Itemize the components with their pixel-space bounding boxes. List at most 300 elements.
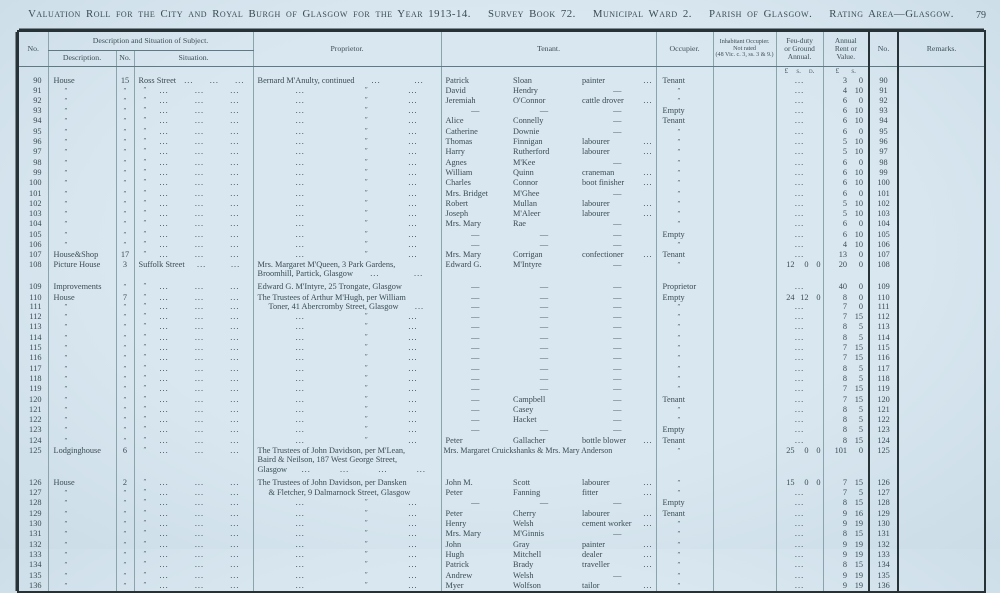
cell-feu-duty: ...: [776, 498, 823, 508]
cell-feu-duty: ...: [776, 250, 823, 259]
cell-tenant-occupation: —: [613, 292, 622, 302]
cell-no2: 99: [869, 168, 898, 178]
cell-remarks: [898, 478, 984, 488]
cell-inhabitant-occupier: [713, 395, 776, 405]
cell-inhabitant-occupier: [713, 67, 776, 77]
cell-no: 108: [29, 259, 42, 269]
cell-proprietor: ... ″ ...: [253, 353, 441, 363]
cell-tenant-forename: Peter: [441, 488, 509, 498]
cell-tenant-surname: Scott: [513, 477, 531, 487]
col-header-annual-rent: Annual Rent or Value.: [823, 32, 869, 67]
cell-occupier: ″: [656, 529, 713, 539]
cell-tenant-surname: Gray: [513, 539, 530, 549]
cell-annual-rent: 5 10: [823, 199, 869, 209]
cell-tenant-surname: Gallacher: [513, 435, 546, 445]
table-row: [19, 364, 984, 374]
cell-tenant-occupation: fitter ...: [582, 488, 653, 498]
cell-street-no: 7: [116, 293, 134, 302]
cell-tenant-surname: Cherry: [513, 508, 537, 518]
cell-situation: ″ ... ... ...: [134, 312, 253, 322]
cell-street-no: ″: [116, 395, 134, 405]
cell-occupier: ″: [656, 540, 713, 550]
table-row: [19, 488, 984, 498]
cell-situation: ″ ... ... ...: [134, 550, 253, 560]
cell-annual-rent: 9 19: [823, 519, 869, 529]
cell-proprietor: ... ″ ...: [253, 364, 441, 374]
col-header-proprietor: Proprietor.: [253, 32, 441, 67]
cell-tenant-forename: Patrick: [441, 560, 509, 570]
cell-tenant-surname: Mullan: [513, 198, 537, 208]
cell-no2: 129: [869, 509, 898, 519]
cell-occupier: ″: [656, 364, 713, 374]
table-row: [19, 178, 984, 188]
cell-inhabitant-occupier: [713, 425, 776, 435]
cell-annual-rent: 6 10: [823, 230, 869, 240]
cell-tenant-forename: —: [441, 302, 509, 312]
cell-no: 130: [29, 519, 42, 529]
valuation-table-frame: [17, 30, 986, 593]
cell-tenant-surname: Rutherford: [513, 147, 550, 157]
cell-remarks: [898, 571, 984, 581]
cell-tenant-surname: —: [539, 332, 549, 342]
cell-tenant-surname: Corrigan: [513, 250, 543, 260]
cell-street-no: ″: [116, 374, 134, 384]
cell-feu-duty: ...: [776, 581, 823, 591]
cell-annual-rent: £ s.: [823, 67, 869, 77]
cell-no2: 113: [869, 322, 898, 332]
cell-feu-duty: ...: [776, 384, 823, 394]
cell-proprietor: ... ″ ...: [253, 571, 441, 581]
cell-feu-duty: ...: [776, 560, 823, 570]
cell-no2: 105: [869, 230, 898, 240]
cell-tenant-surname: Wolfson: [513, 580, 541, 590]
cell-description: ″: [48, 189, 116, 199]
cell-inhabitant-occupier: [713, 353, 776, 363]
cell-inhabitant-occupier: [713, 168, 776, 178]
cell-annual-rent: 7 15: [823, 384, 869, 394]
cell-no2: 102: [869, 199, 898, 209]
cell-no: 106: [29, 240, 42, 250]
col-header-no: No.: [19, 32, 48, 67]
cell-remarks: [898, 199, 984, 209]
table-row: [19, 446, 984, 474]
cell-tenant-forename: Harry: [441, 147, 509, 157]
cell-tenant-forename: Thomas: [441, 137, 509, 147]
cell-tenant-occupation: —: [613, 425, 622, 435]
cell-annual-rent: 4 10: [823, 86, 869, 96]
cell-tenant-forename: [441, 67, 509, 77]
cell-tenant-forename: Hugh: [441, 550, 509, 560]
table-row: [19, 384, 984, 394]
cell-feu-duty: 12 0 0: [776, 260, 823, 279]
cell-no2: 107: [869, 250, 898, 259]
table-row: [19, 293, 984, 302]
cell-situation: ″ ... ... ...: [134, 415, 253, 425]
cell-situation: ″ ... ... ...: [134, 364, 253, 374]
title-segment: Survey Book 72.: [487, 8, 576, 20]
cell-annual-rent: 9 19: [823, 540, 869, 550]
cell-inhabitant-occupier: [713, 540, 776, 550]
cell-tenant-occupation: —: [613, 332, 622, 342]
cell-feu-duty: ...: [776, 405, 823, 415]
cell-occupier: Empty: [656, 293, 713, 302]
cell-no2: 95: [869, 127, 898, 137]
col-header-description-group: Description and Situation of Subject.: [48, 32, 253, 51]
cell-tenant-occupation: labourer ...: [582, 209, 653, 219]
cell-no: 91: [33, 85, 42, 95]
cell-feu-duty: ...: [776, 189, 823, 199]
cell-inhabitant-occupier: [713, 405, 776, 415]
cell-feu-duty: ...: [776, 147, 823, 157]
cell-no: 93: [33, 106, 42, 116]
cell-tenant-occupation: —: [613, 343, 622, 353]
cell-no2: 104: [869, 219, 898, 229]
cell-situation: ″ ... ... ...: [134, 96, 253, 106]
cell-tenant-occupation: [579, 67, 656, 77]
cell-annual-rent: 6 10: [823, 116, 869, 126]
cell-remarks: [898, 519, 984, 529]
cell-situation: ″ ... ... ...: [134, 116, 253, 126]
cell-situation: ″ ... ... ...: [134, 282, 253, 292]
cell-remarks: [898, 137, 984, 147]
cell-feu-duty: ...: [776, 415, 823, 425]
cell-street-no: ″: [116, 415, 134, 425]
cell-situation: ″ ... ... ...: [134, 478, 253, 488]
cell-no2: 118: [869, 374, 898, 384]
cell-street-no: ″: [116, 189, 134, 199]
cell-situation: ″ ... ... ...: [134, 209, 253, 219]
cell-description: ″: [48, 519, 116, 529]
cell-remarks: [898, 293, 984, 302]
cell-situation: ″ ... ... ...: [134, 540, 253, 550]
cell-feu-duty: ...: [776, 364, 823, 374]
cell-street-no: ″: [116, 322, 134, 332]
cell-tenant-occupation: labourer ...: [582, 137, 653, 147]
table-row: [19, 158, 984, 168]
cell-remarks: [898, 312, 984, 322]
cell-tenant-surname: —: [539, 498, 549, 508]
cell-proprietor: ... ″ ...: [253, 127, 441, 137]
cell-description: ″: [48, 540, 116, 550]
cell-inhabitant-occupier: [713, 519, 776, 529]
cell-occupier: [656, 67, 713, 77]
cell-situation: ″ ... ... ...: [134, 199, 253, 209]
cell-proprietor: ... ″ ...: [253, 415, 441, 425]
cell-occupier: ″: [656, 312, 713, 322]
cell-proprietor: ... ″ ...: [253, 116, 441, 126]
cell-street-no: ″: [116, 529, 134, 539]
cell-situation: ″ ... ... ...: [134, 86, 253, 96]
cell-description: ″: [48, 230, 116, 240]
cell-inhabitant-occupier: [713, 282, 776, 292]
cell-feu-duty: £ s. d.: [776, 67, 823, 77]
cell-tenant-occupation: —: [613, 394, 622, 404]
cell-description: ″: [48, 86, 116, 96]
cell-tenant-surname: [509, 67, 579, 77]
cell-proprietor: Toner, 41 Abercromby Street, Glasgow ...: [253, 302, 441, 312]
cell-tenant-surname: Brady: [513, 560, 534, 570]
cell-situation: ″ ... ... ...: [134, 581, 253, 591]
table-row: [19, 540, 984, 550]
cell-no: 109: [29, 282, 42, 292]
cell-tenant-surname: —: [539, 312, 549, 322]
cell-annual-rent: 13 0: [823, 250, 869, 259]
cell-annual-rent: 8 5: [823, 415, 869, 425]
cell-inhabitant-occupier: [713, 446, 776, 474]
cell-tenant-forename: David: [441, 86, 509, 96]
cell-no: 121: [29, 404, 42, 414]
cell-tenant-occupation: cement worker ...: [582, 519, 653, 529]
cell-proprietor: The Trustees of John Davidson, per Dansken: [253, 478, 441, 488]
cell-annual-rent: 7 15: [823, 478, 869, 488]
table-row: [19, 550, 984, 560]
cell-tenant-surname: Welsh: [513, 570, 534, 580]
cell-tenant-occupation: dealer ...: [582, 549, 653, 559]
cell-street-no: ″: [116, 230, 134, 240]
cell-description: ″: [48, 137, 116, 147]
cell-occupier: ″: [656, 519, 713, 529]
cell-no: 126: [29, 477, 42, 487]
cell-annual-rent: 5 10: [823, 137, 869, 147]
cell-tenant-occupation: —: [613, 157, 622, 167]
cell-annual-rent: 3 0: [823, 76, 869, 85]
cell-remarks: [898, 509, 984, 519]
cell-proprietor: ... ″ ...: [253, 158, 441, 168]
cell-tenant-forename: —: [441, 106, 509, 116]
cell-remarks: [898, 106, 984, 116]
cell-tenant-occupation: —: [613, 404, 622, 414]
cell-feu-duty: ...: [776, 158, 823, 168]
cell-street-no: ″: [116, 509, 134, 519]
cell-no: 135: [29, 570, 42, 580]
cell-tenant-occupation: —: [613, 219, 622, 229]
table-row: [19, 96, 984, 106]
cell-tenant-forename: —: [441, 364, 509, 374]
cell-tenant-occupation: —: [613, 240, 622, 250]
cell-no: 95: [33, 126, 42, 136]
cell-remarks: [898, 250, 984, 259]
cell-no: 114: [29, 332, 42, 342]
cell-no2: 114: [869, 333, 898, 343]
cell-remarks: [898, 260, 984, 279]
cell-annual-rent: 8 5: [823, 425, 869, 435]
cell-street-no: 17: [116, 250, 134, 259]
table-row: [19, 106, 984, 116]
cell-no: 124: [29, 435, 42, 445]
cell-tenant-forename: —: [441, 333, 509, 343]
cell-feu-duty: ...: [776, 86, 823, 96]
cell-occupier: ″: [656, 178, 713, 188]
cell-proprietor: [253, 67, 441, 77]
cell-no2: 136: [869, 581, 898, 591]
cell-no: 118: [29, 373, 42, 383]
cell-tenant-surname: —: [539, 343, 549, 353]
cell-description: Lodginghouse: [48, 446, 116, 474]
cell-tenant-surname: —: [539, 384, 549, 394]
table-row: [19, 333, 984, 343]
cell-description: ″: [48, 581, 116, 591]
cell-remarks: [898, 488, 984, 498]
cell-occupier: ″: [656, 127, 713, 137]
cell-no2: 133: [869, 550, 898, 560]
cell-inhabitant-occupier: [713, 581, 776, 591]
cell-no2: 135: [869, 571, 898, 581]
cell-tenant-forename: Patrick: [441, 76, 509, 85]
cell-proprietor: ... ″ ...: [253, 529, 441, 539]
cell-tenant-occupation: confectioner ...: [582, 250, 653, 260]
cell-description: ″: [48, 158, 116, 168]
cell-remarks: [898, 395, 984, 405]
cell-situation: ″ ... ... ...: [134, 137, 253, 147]
cell-no2: 98: [869, 158, 898, 168]
cell-description: ″: [48, 96, 116, 106]
cell-tenant-forename: Myer: [441, 581, 509, 591]
units-row: [19, 67, 984, 77]
cell-occupier: ″: [656, 550, 713, 560]
cell-occupier: Empty: [656, 498, 713, 508]
cell-proprietor: The Trustees of Arthur M'Hugh, per William: [253, 293, 441, 302]
cell-tenant-forename: —: [441, 384, 509, 394]
cell-tenant-surname: Hacket: [513, 415, 537, 425]
cell-description: ″: [48, 529, 116, 539]
cell-no: 125: [29, 445, 42, 455]
cell-tenant-surname: Rae: [513, 219, 526, 229]
cell-situation: ″ ... ... ...: [134, 147, 253, 157]
cell-situation: ″ ... ... ...: [134, 560, 253, 570]
cell-feu-duty: ...: [776, 550, 823, 560]
cell-annual-rent: 8 5: [823, 364, 869, 374]
cell-description: ″: [48, 498, 116, 508]
cell-no: 116: [29, 353, 42, 363]
cell-tenant-occupation: boot finisher ...: [582, 178, 653, 188]
cell-description: ″: [48, 550, 116, 560]
cell-no2: 112: [869, 312, 898, 322]
cell-tenant-occupation: —: [613, 229, 622, 239]
cell-street-no: ″: [116, 560, 134, 570]
cell-remarks: [898, 560, 984, 570]
cell-street-no: ″: [116, 209, 134, 219]
cell-inhabitant-occupier: [713, 86, 776, 96]
cell-description: ″: [48, 488, 116, 498]
cell-proprietor: ... ″ ...: [253, 189, 441, 199]
cell-no: 122: [29, 415, 42, 425]
table-row: [19, 168, 984, 178]
cell-remarks: [898, 96, 984, 106]
cell-description: ″: [48, 560, 116, 570]
cell-feu-duty: ...: [776, 425, 823, 435]
cell-tenant-forename: —: [441, 374, 509, 384]
cell-annual-rent: 8 5: [823, 405, 869, 415]
cell-proprietor: The Trustees of John Davidson, per M'Lean, Baird & Neilson, 187 West George Street, Glasgow ... ... ... ...: [253, 446, 441, 474]
cell-description: ″: [48, 364, 116, 374]
cell-no: 123: [29, 425, 42, 435]
cell-tenant-forename: Robert: [441, 199, 509, 209]
cell-tenant-forename: —: [441, 312, 509, 322]
cell-remarks: [898, 230, 984, 240]
cell-no2: 90: [869, 76, 898, 85]
cell-inhabitant-occupier: [713, 529, 776, 539]
cell-remarks: [898, 374, 984, 384]
cell-proprietor: ... ″ ...: [253, 384, 441, 394]
cell-street-no: [116, 67, 134, 77]
cell-remarks: [898, 425, 984, 435]
cell-situation: ″ ... ... ...: [134, 509, 253, 519]
cell-proprietor: ... ″ ...: [253, 333, 441, 343]
cell-no2: 111: [869, 302, 898, 312]
cell-street-no: ″: [116, 106, 134, 116]
cell-feu-duty: ...: [776, 168, 823, 178]
cell-situation: ″ ... ... ...: [134, 230, 253, 240]
cell-occupier: Tenant: [656, 436, 713, 446]
cell-occupier: Proprietor: [656, 282, 713, 292]
cell-feu-duty: ...: [776, 127, 823, 137]
cell-situation: ″ ... ... ...: [134, 168, 253, 178]
cell-occupier: ″: [656, 158, 713, 168]
cell-occupier: ″: [656, 240, 713, 250]
cell-situation: ″ ... ... ...: [134, 219, 253, 229]
cell-annual-rent: 8 5: [823, 374, 869, 384]
cell-situation: ″ ... ... ...: [134, 178, 253, 188]
cell-proprietor: ... ″ ...: [253, 209, 441, 219]
cell-situation: ″ ... ... ...: [134, 425, 253, 435]
cell-situation: ″ ... ... ...: [134, 322, 253, 332]
page-title: [28, 8, 954, 20]
cell-tenant-forename: Andrew: [441, 571, 509, 581]
cell-tenant-forename: William: [441, 168, 509, 178]
cell-tenant-forename: —: [441, 282, 509, 292]
cell-street-no: ″: [116, 282, 134, 292]
cell-tenant-occupation: —: [613, 116, 622, 126]
cell-inhabitant-occupier: [713, 260, 776, 279]
cell-feu-duty: ...: [776, 209, 823, 219]
cell-no: 132: [29, 539, 42, 549]
cell-occupier: ″: [656, 374, 713, 384]
cell-feu-duty: ...: [776, 230, 823, 240]
cell-proprietor: ... ″ ...: [253, 519, 441, 529]
cell-inhabitant-occupier: [713, 312, 776, 322]
cell-inhabitant-occupier: [713, 343, 776, 353]
cell-tenant-surname: —: [539, 322, 549, 332]
col-header-dno: No.: [116, 51, 134, 67]
cell-remarks: [898, 189, 984, 199]
cell-tenant-surname: Campbell: [513, 394, 546, 404]
cell-remarks: [898, 168, 984, 178]
table-row: [19, 116, 984, 126]
cell-no2: 92: [869, 96, 898, 106]
cell-tenant-surname: M'Ghee: [513, 188, 540, 198]
cell-annual-rent: 101 0: [823, 446, 869, 474]
cell-no2: 103: [869, 209, 898, 219]
cell-annual-rent: 8 5: [823, 322, 869, 332]
cell-tenant-surname: Sloan: [513, 76, 532, 86]
cell-inhabitant-occupier: [713, 250, 776, 259]
cell-inhabitant-occupier: [713, 384, 776, 394]
cell-proprietor: ... ″ ...: [253, 322, 441, 332]
cell-annual-rent: 6 0: [823, 189, 869, 199]
cell-no: 92: [33, 95, 42, 105]
cell-no2: 125: [869, 446, 898, 474]
cell-remarks: [898, 529, 984, 539]
cell-proprietor: ... ″ ...: [253, 436, 441, 446]
cell-tenant-occupation: —: [613, 498, 622, 508]
cell-annual-rent: 7 15: [823, 312, 869, 322]
col-header-situation: Situation.: [134, 51, 253, 67]
cell-street-no: ″: [116, 158, 134, 168]
cell-situation: ″ ... ... ...: [134, 333, 253, 343]
cell-tenant-occupation: —: [613, 259, 622, 269]
cell-no: 111: [29, 301, 42, 311]
cell-street-no: ″: [116, 353, 134, 363]
